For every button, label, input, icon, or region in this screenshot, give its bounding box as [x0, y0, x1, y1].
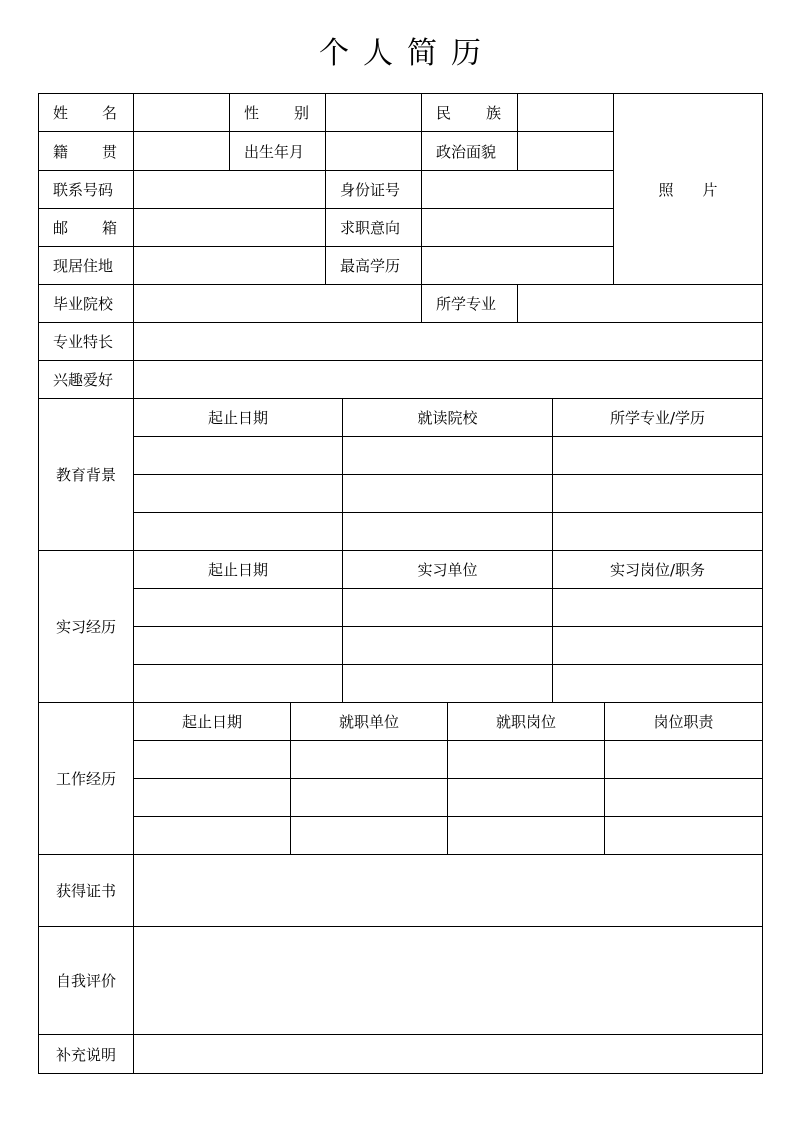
label-education-level: 最高学历	[325, 246, 422, 285]
label-gender-char: 别	[293, 104, 309, 122]
education-cell[interactable]	[342, 436, 553, 475]
label-email-char: 箱	[101, 219, 117, 237]
education-label: 教育背景	[38, 398, 134, 551]
education-cell[interactable]	[133, 474, 343, 513]
ethnicity-field[interactable]	[517, 93, 614, 132]
internship-cell[interactable]	[342, 588, 553, 627]
education-cell[interactable]	[133, 436, 343, 475]
label-ethnicity-char: 族	[485, 104, 501, 122]
label-id-number: 身份证号	[325, 170, 422, 209]
education-header: 所学专业/学历	[552, 398, 763, 437]
internship-cell[interactable]	[552, 588, 763, 627]
native-place-field[interactable]	[133, 131, 230, 171]
label-name	[38, 93, 134, 132]
label-gender	[229, 93, 326, 132]
certificates-label: 获得证书	[38, 854, 134, 927]
education-header: 起止日期	[133, 398, 343, 437]
certificates-field[interactable]	[133, 854, 763, 927]
internship-cell[interactable]	[552, 626, 763, 665]
education-cell[interactable]	[342, 512, 553, 551]
work-label: 工作经历	[38, 702, 134, 855]
work-cell[interactable]	[133, 740, 291, 779]
internship-header: 起止日期	[133, 550, 343, 589]
work-header: 就职单位	[290, 702, 448, 741]
internship-header: 实习岗位/职务	[552, 550, 763, 589]
label-phone: 联系号码	[38, 170, 134, 209]
work-cell[interactable]	[290, 740, 448, 779]
graduated-school-field[interactable]	[133, 284, 422, 323]
work-header: 起止日期	[133, 702, 291, 741]
label-birth: 出生年月	[229, 131, 326, 171]
internship-header: 实习单位	[342, 550, 553, 589]
work-header: 岗位职责	[604, 702, 763, 741]
self-evaluation-label: 自我评价	[38, 926, 134, 1035]
email-field[interactable]	[133, 208, 326, 247]
work-cell[interactable]	[290, 816, 448, 855]
education-cell[interactable]	[133, 512, 343, 551]
label-email	[38, 208, 134, 247]
label-politics: 政治面貌	[421, 131, 518, 171]
label-email-char: 邮	[53, 219, 69, 237]
name-field[interactable]	[133, 93, 230, 132]
specialty-field[interactable]	[133, 322, 763, 361]
work-cell[interactable]	[604, 740, 763, 779]
label-name-char: 姓	[53, 104, 69, 122]
internship-cell[interactable]	[133, 588, 343, 627]
education-cell[interactable]	[552, 436, 763, 475]
self-evaluation-field[interactable]	[133, 926, 763, 1035]
notes-field[interactable]	[133, 1034, 763, 1074]
label-hobbies: 兴趣爱好	[38, 360, 134, 399]
page-title: 个人简历	[319, 36, 495, 71]
label-gender-char: 性	[244, 104, 260, 122]
work-header: 就职岗位	[447, 702, 605, 741]
major-field[interactable]	[517, 284, 763, 323]
education-cell[interactable]	[342, 474, 553, 513]
label-graduated-school: 毕业院校	[38, 284, 134, 323]
photo-box-char: 片	[702, 180, 718, 199]
education-header: 就读院校	[342, 398, 553, 437]
phone-field[interactable]	[133, 170, 326, 209]
hobbies-field[interactable]	[133, 360, 763, 399]
gender-field[interactable]	[325, 93, 422, 132]
work-cell[interactable]	[447, 778, 605, 817]
label-ethnicity	[421, 93, 518, 132]
label-ethnicity-char: 民	[436, 104, 452, 122]
label-native-place	[38, 131, 134, 171]
work-cell[interactable]	[133, 778, 291, 817]
education-cell[interactable]	[552, 474, 763, 513]
birth-field[interactable]	[325, 131, 422, 171]
address-field[interactable]	[133, 246, 326, 285]
internship-label: 实习经历	[38, 550, 134, 703]
id-number-field[interactable]	[421, 170, 614, 209]
label-major: 所学专业	[421, 284, 518, 323]
internship-cell[interactable]	[552, 664, 763, 703]
label-native-place-char: 贯	[101, 142, 117, 161]
label-address: 现居住地	[38, 246, 134, 285]
internship-cell[interactable]	[342, 664, 553, 703]
education-level-field[interactable]	[421, 246, 614, 285]
politics-field[interactable]	[517, 131, 614, 171]
education-cell[interactable]	[552, 512, 763, 551]
photo-box-char: 照	[658, 180, 674, 199]
label-name-char: 名	[101, 104, 117, 122]
job-intention-field[interactable]	[421, 208, 614, 247]
work-cell[interactable]	[604, 778, 763, 817]
work-cell[interactable]	[447, 816, 605, 855]
photo-box	[613, 93, 763, 285]
label-native-place-char: 籍	[53, 142, 69, 161]
work-cell[interactable]	[133, 816, 291, 855]
work-cell[interactable]	[604, 816, 763, 855]
internship-cell[interactable]	[133, 664, 343, 703]
label-job-intention: 求职意向	[325, 208, 422, 247]
label-specialty: 专业特长	[38, 322, 134, 361]
work-cell[interactable]	[290, 778, 448, 817]
internship-cell[interactable]	[133, 626, 343, 665]
internship-cell[interactable]	[342, 626, 553, 665]
notes-label: 补充说明	[38, 1034, 134, 1074]
work-cell[interactable]	[447, 740, 605, 779]
